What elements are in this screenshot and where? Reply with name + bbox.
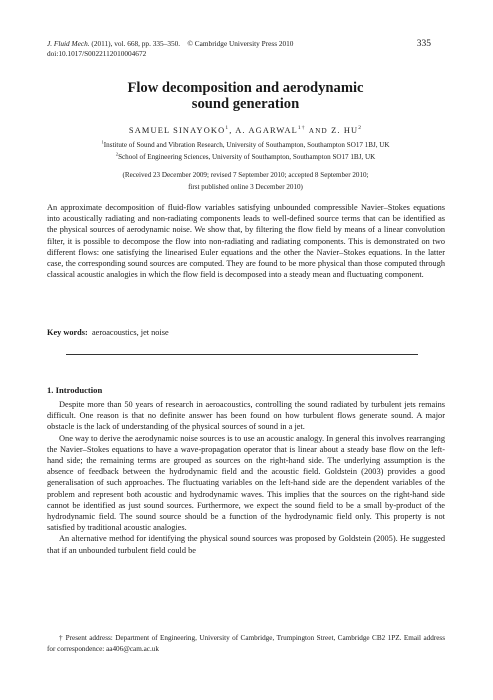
journal-name: J. Fluid Mech.: [47, 39, 90, 48]
paragraph-1: Despite more than 50 years of research in aeroacoustics, controlling the sound radiated by turbulent jets remains difficult. One reason is that no definite answer has been found on how turbulent flows generate sound. A major obstacle is the lack of understanding of the physical sources of sound in a jet.: [47, 400, 445, 432]
journal-details: (2011), vol. 668, pp. 335–350.: [89, 39, 181, 48]
affiliation-2-text: School of Engineering Sciences, University of Southampton, Southampton SO17 1BJ, UK: [118, 153, 376, 161]
author-2: A. AGARWAL: [235, 126, 298, 135]
citation-line: [47, 39, 444, 49]
author-list: SAMUEL SINAYOKO$^1$, A. $AGARWAL^{1\dagger}$ AND Z. $HU^2$: [128, 125, 363, 135]
title-line-1: Flow decomposition and aerodynamic: [127, 80, 364, 96]
footnote: [47, 633, 445, 654]
paper-title: [47, 81, 444, 112]
abstract: An approximate decomposition of fluid-flow variables satisfying unbounded compressible Navier–Stokes equations into acoustically radiating and non-radiating components leads to well-defined source terms that can be identified as the physical sources of aerodynamic noise. We show that, by filtering the flow field by means of a linear convolution filter, it is possible to decompose the flow into non-radiating and radiating components. This is demonstrated on two different flows: one satisfying the linearised Euler equations and the other the Navier–Stokes equations. In the latter case, the corresponding sound sources are computed. They are found to be more physical than those computed through classical acoustic analogies in which the flow field is decomposed into a steady mean and fluctuating component.: [47, 203, 445, 280]
keywords-text: aeroacoustics, jet noise: [91, 328, 169, 337]
author-1-sup: 1: [225, 125, 230, 132]
keywords: [47, 327, 445, 338]
paragraph-2: One way to derive the aerodynamic noise sources is to use an acoustic analogy. In general this involves rearranging the Navier–Stokes equations to have a wave-propagation operator that is linear about a steady base flow on the left-hand side; the remaining terms are grouped as sources on the right-hand side. The underlying assumption is the absence of feedback between the hydrodynamic field and the acoustic field. Goldstein (2003) provides a good generalisation of such approaches. The fluctuating variables on the left-hand side are the dependent variables of the problem and represent both acoustic and hydrodynamic waves. This implies that the sources on the right-hand side cannot be identified as just sound sources. Furthermore, we expect the sound field to be a small by-product of the hydrodynamic field. The sound source should be a function of the hydrodynamic field only. This property is not satisfied by traditional acoustic analogies.: [47, 433, 445, 533]
history-dates: [47, 170, 444, 193]
keywords-label: Key words:: [47, 328, 88, 337]
section-heading: 1. Introduction: [47, 385, 103, 395]
separator-rule: [66, 354, 418, 355]
author-2-sup: 1†: [297, 125, 306, 132]
affiliation-1: [47, 139, 444, 151]
affiliation-2-sup: 2: [115, 151, 119, 157]
affiliations: [47, 139, 444, 163]
copyright-notice: © Cambridge University Press 2010: [187, 39, 294, 48]
dates-line-1: (Received 23 December 2009; revised 7 September 2010; accepted 8 September 2010;: [122, 171, 369, 179]
running-header: [47, 39, 444, 59]
doi: doi:10.1017/S0022112010004672: [47, 49, 147, 58]
dates-line-2: first published online 3 December 2010): [188, 182, 303, 191]
author-and: AND: [308, 127, 328, 135]
footnote-text: † Present address: Department of Engineering, University of Cambridge, Trumpington Street, Cambridge CB2 1PZ. Email address for correspondence: aa406@cam.ac.uk: [47, 634, 445, 653]
body-text: [47, 399, 445, 556]
author-1: SAMUEL SINAYOKO: [128, 126, 226, 135]
affiliation-1-sup: 1: [101, 139, 104, 145]
author-3: Z. HU: [331, 126, 359, 135]
affiliation-2: [47, 151, 444, 163]
paragraph-3: An alternative method for identifying the physical sound sources was proposed by Goldstein (2005). He suggested that if an unbounded turbulent field could be: [47, 534, 445, 555]
title-line-2: sound generation: [191, 95, 300, 112]
affiliation-1-text: Institute of Sound and Vibration Research, University of Southampton, Southampton SO17 1BJ, UK: [103, 141, 390, 149]
page-number: 335: [416, 39, 431, 49]
author-3-sup: 2: [358, 125, 363, 132]
